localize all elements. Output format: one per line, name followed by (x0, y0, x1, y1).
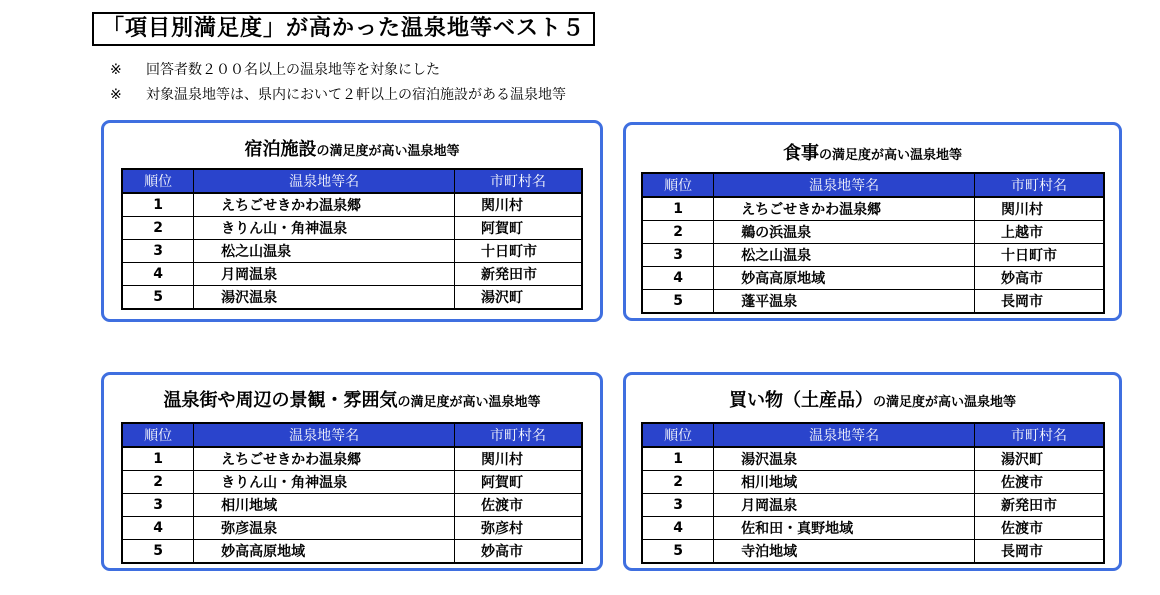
table-row (122, 494, 582, 517)
table-row (642, 290, 1104, 314)
header-name: 温泉地等名 (194, 423, 455, 447)
cell-name: 弥彦温泉 (194, 517, 455, 540)
cell-name: 妙高高原地域 (714, 267, 975, 290)
panel-title-sub: の満足度が高い温泉地等 (316, 144, 460, 159)
cell-name: 湯沢温泉 (194, 286, 455, 310)
panel-lodging (101, 120, 603, 322)
note-mark: ※ (110, 62, 122, 78)
cell-city: 阿賀町 (454, 471, 582, 494)
table-row (642, 494, 1104, 517)
header-city: 市町村名 (454, 423, 582, 447)
cell-name: 佐和田・真野地域 (714, 517, 975, 540)
cell-city: 湯沢町 (454, 286, 582, 310)
header-city: 市町村名 (974, 423, 1104, 447)
panel-shopping (623, 372, 1122, 571)
table-row (122, 540, 582, 564)
panel-meals (623, 122, 1122, 321)
cell-rank: 1 (122, 447, 194, 471)
cell-city: 阿賀町 (454, 217, 582, 240)
cell-rank: 3 (642, 244, 714, 267)
cell-city: 関川村 (454, 447, 582, 471)
table-row (642, 447, 1104, 471)
note-2 (110, 85, 566, 105)
note-1 (110, 60, 440, 80)
table-row (642, 197, 1104, 221)
cell-rank: 3 (642, 494, 714, 517)
table-row (642, 517, 1104, 540)
cell-rank: 4 (122, 517, 194, 540)
note-mark: ※ (110, 87, 122, 103)
cell-name: 湯沢温泉 (714, 447, 975, 471)
cell-name: きりん山・角神温泉 (194, 217, 455, 240)
cell-rank: 4 (642, 517, 714, 540)
note-text: 回答者数２００名以上の温泉地等を対象にした (146, 62, 440, 78)
table-row (122, 447, 582, 471)
cell-rank: 1 (122, 193, 194, 217)
header-rank: 順位 (642, 173, 714, 197)
cell-city: 新発田市 (974, 494, 1104, 517)
cell-name: 相川地域 (714, 471, 975, 494)
cell-rank: 2 (642, 471, 714, 494)
cell-rank: 3 (122, 240, 194, 263)
cell-name: えちごせきかわ温泉郷 (714, 197, 975, 221)
cell-rank: 5 (642, 290, 714, 314)
cell-city: 佐渡市 (974, 517, 1104, 540)
panel-title (104, 386, 600, 412)
cell-name: きりん山・角神温泉 (194, 471, 455, 494)
panel-title (626, 139, 1119, 165)
cell-rank: 2 (122, 471, 194, 494)
cell-name: 松之山温泉 (714, 244, 975, 267)
table-row (642, 471, 1104, 494)
cell-name: 松之山温泉 (194, 240, 455, 263)
header-rank: 順位 (122, 423, 194, 447)
panel-title-main: 買い物（土産品） (728, 390, 873, 411)
table-row (122, 193, 582, 217)
header-name: 温泉地等名 (714, 173, 975, 197)
page-title: 「項目別満足度」が高かった温泉地等ベスト５ (92, 12, 595, 46)
cell-city: 長岡市 (974, 290, 1104, 314)
table-row (642, 267, 1104, 290)
cell-rank: 5 (642, 540, 714, 564)
cell-name: 妙高高原地域 (194, 540, 455, 564)
cell-name: 月岡温泉 (714, 494, 975, 517)
table-row (122, 263, 582, 286)
panel-title-sub: の満足度が高い温泉地等 (818, 148, 962, 163)
table-row (122, 517, 582, 540)
cell-city: 十日町市 (974, 244, 1104, 267)
cell-rank: 2 (642, 221, 714, 244)
ranking-table (641, 172, 1105, 314)
ranking-table (121, 422, 583, 564)
table-row (642, 244, 1104, 267)
cell-name: えちごせきかわ温泉郷 (194, 193, 455, 217)
table-row (122, 286, 582, 310)
cell-city: 関川村 (454, 193, 582, 217)
cell-rank: 1 (642, 447, 714, 471)
note-text: 対象温泉地等は、県内において２軒以上の宿泊施設がある温泉地等 (146, 87, 566, 103)
cell-name: 月岡温泉 (194, 263, 455, 286)
table-row (122, 240, 582, 263)
cell-rank: 3 (122, 494, 194, 517)
panel-scenery (101, 372, 603, 571)
table-row (642, 540, 1104, 564)
cell-name: 寺泊地域 (714, 540, 975, 564)
cell-rank: 1 (642, 197, 714, 221)
table-row (122, 471, 582, 494)
panel-title (104, 135, 600, 161)
cell-city: 湯沢町 (974, 447, 1104, 471)
cell-name: 蓬平温泉 (714, 290, 975, 314)
table-row (122, 217, 582, 240)
cell-city: 長岡市 (974, 540, 1104, 564)
cell-city: 弥彦村 (454, 517, 582, 540)
cell-city: 関川村 (974, 197, 1104, 221)
panel-title-sub: の満足度が高い温泉地等 (397, 395, 541, 410)
cell-name: えちごせきかわ温泉郷 (194, 447, 455, 471)
cell-rank: 2 (122, 217, 194, 240)
cell-city: 新発田市 (454, 263, 582, 286)
header-rank: 順位 (122, 169, 194, 193)
panel-title-main: 温泉街や周辺の景観・雰囲気 (163, 390, 398, 411)
panel-title (626, 386, 1119, 412)
panel-title-main: 食事 (782, 143, 819, 164)
header-city: 市町村名 (454, 169, 582, 193)
cell-name: 相川地域 (194, 494, 455, 517)
panel-title-main: 宿泊施設 (244, 139, 317, 160)
cell-city: 妙高市 (454, 540, 582, 564)
header-name: 温泉地等名 (194, 169, 455, 193)
panel-title-sub: の満足度が高い温泉地等 (872, 395, 1016, 410)
header-city: 市町村名 (974, 173, 1104, 197)
table-row (642, 221, 1104, 244)
cell-rank: 5 (122, 540, 194, 564)
cell-rank: 4 (642, 267, 714, 290)
cell-city: 佐渡市 (974, 471, 1104, 494)
cell-city: 上越市 (974, 221, 1104, 244)
cell-city: 十日町市 (454, 240, 582, 263)
ranking-table (641, 422, 1105, 564)
cell-name: 鵜の浜温泉 (714, 221, 975, 244)
cell-rank: 4 (122, 263, 194, 286)
cell-city: 佐渡市 (454, 494, 582, 517)
cell-city: 妙高市 (974, 267, 1104, 290)
cell-rank: 5 (122, 286, 194, 310)
header-rank: 順位 (642, 423, 714, 447)
header-name: 温泉地等名 (714, 423, 975, 447)
ranking-table (121, 168, 583, 310)
